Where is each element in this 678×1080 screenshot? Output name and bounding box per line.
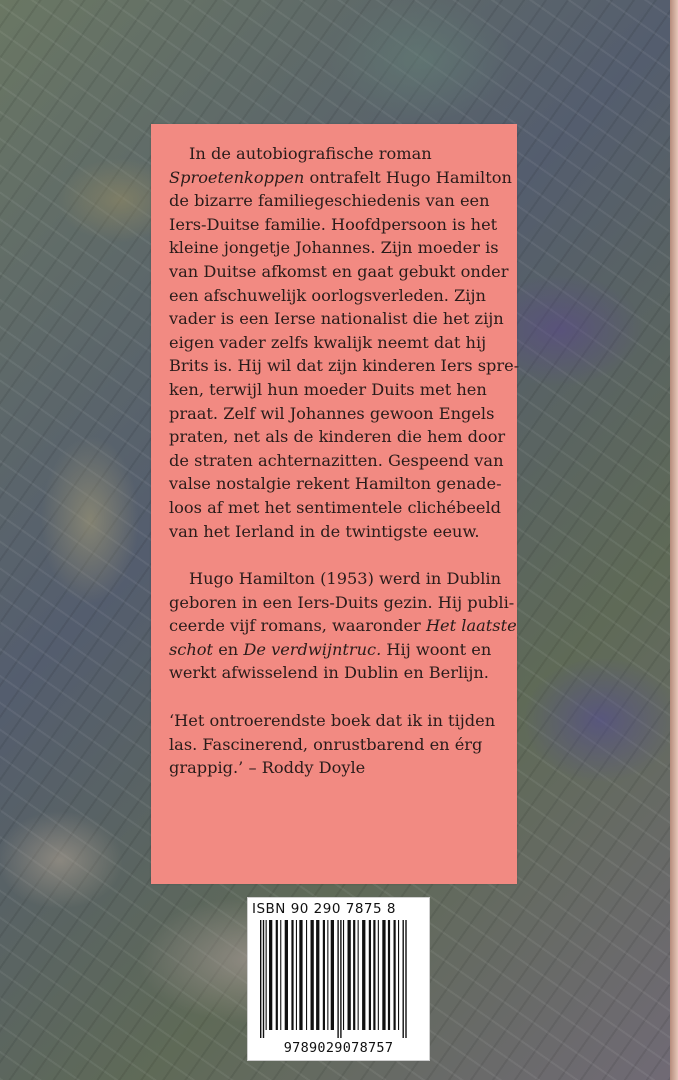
barcode-bar	[299, 920, 302, 1030]
paragraph1-line	[169, 189, 505, 213]
barcode-label	[247, 897, 430, 1061]
text-run: loos af met het sentimentele clichébeeld	[169, 497, 502, 517]
paragraph1-line	[169, 307, 505, 331]
paragraph1-line	[169, 402, 505, 426]
quote-line	[169, 733, 505, 757]
barcode-bar	[362, 920, 365, 1030]
paragraph1-line	[169, 142, 505, 166]
synopsis-paragraph	[169, 142, 520, 543]
quote-line	[169, 756, 505, 780]
barcode-bar	[296, 920, 297, 1030]
text-run: praten, net als de kinderen die hem door	[169, 427, 506, 447]
barcode-bar	[405, 920, 406, 1038]
barcode-bar	[263, 920, 264, 1038]
paragraph1-line	[169, 284, 505, 308]
text-run: grappig.’ – Roddy Doyle	[169, 758, 366, 778]
paragraph2-line	[169, 567, 505, 591]
text-run: In de autobiografische roman	[189, 144, 432, 163]
barcode-bar	[343, 920, 344, 1030]
italic-title: Het laatste	[425, 616, 517, 636]
text-run: Iers-Duitse familie. Hoofdpersoon is het	[169, 214, 498, 234]
paragraph1-line	[169, 236, 505, 260]
text-run: kleine jongetje Johannes. Zijn moeder is	[169, 238, 499, 258]
text-run: ontrafelt Hugo Hamilton	[304, 167, 512, 187]
paragraph2-line	[169, 661, 505, 685]
text-run: ‘Het ontroerendste boek dat ik in tijden	[169, 711, 496, 731]
text-run: praat. Zelf wil Johannes gewoon Engels	[169, 403, 495, 423]
barcode-bar	[353, 920, 355, 1030]
barcode-bar	[323, 920, 325, 1030]
barcode-bar	[331, 920, 334, 1030]
barcode-bar	[276, 920, 278, 1030]
book-edge	[670, 0, 678, 1080]
paragraph1-line	[169, 213, 505, 237]
text-run: ken, terwijl hun moeder Duits met hen	[169, 379, 487, 399]
quote-line	[169, 709, 505, 733]
paragraph1-line	[169, 260, 509, 284]
text-run: werkt afwisselend in Dublin en Berlijn.	[169, 663, 489, 683]
text-run: een afschuwelijk oorlogsverleden. Zijn	[169, 285, 486, 305]
italic-title: schot	[169, 639, 214, 659]
text-run: valse nostalgie rekent Hamilton genade-	[169, 474, 502, 494]
text-run: de bizarre familiegeschiedenis van een	[169, 191, 490, 211]
barcode-graphic	[256, 920, 421, 1038]
barcode-bar	[358, 920, 359, 1030]
ean-number: 9789029078757	[283, 1040, 394, 1056]
paragraph1-line	[169, 449, 505, 473]
barcode-bar	[369, 920, 371, 1030]
italic-title: Sproetenkoppen	[169, 167, 305, 187]
barcode-bar	[260, 920, 261, 1038]
text-run: Hugo Hamilton (1953) werd in Dublin	[189, 569, 502, 589]
barcode-bar	[348, 920, 351, 1030]
barcode-bar	[285, 920, 288, 1030]
barcode-bar	[337, 920, 338, 1038]
text-run: van Duitse afkomst en gaat gebukt onder	[169, 261, 509, 281]
text-run: las. Fascinerend, onrustbarend en érg	[169, 734, 483, 754]
barcode-bar	[291, 920, 293, 1030]
paragraph2-line	[169, 638, 505, 662]
paragraph2-line	[169, 614, 517, 638]
text-run: Hij woont en	[381, 639, 492, 659]
barcode-bar	[316, 920, 319, 1030]
barcode-bar	[373, 920, 375, 1030]
italic-title: De verdwijntruc.	[243, 639, 382, 659]
text-run: Brits is. Hij wil dat zijn kinderen Iers spre-	[169, 356, 520, 376]
paragraph1-line	[169, 166, 512, 190]
paragraph1-line	[169, 520, 505, 544]
text-run: geboren in een Iers-Duits gezin. Hij publi-	[169, 592, 515, 612]
paragraph1-line	[169, 496, 505, 520]
barcode-bar	[378, 920, 379, 1030]
blurb-text	[169, 142, 520, 804]
paragraph1-line	[169, 425, 505, 449]
barcode-bar	[340, 920, 341, 1038]
barcode-bar	[382, 920, 385, 1030]
barcode-bar	[311, 920, 314, 1030]
paragraph1-line	[169, 378, 505, 402]
text-run: van het Ierland in de twintigste eeuw.	[169, 521, 480, 541]
text-run: vader is een Ierse nationalist die het zijn	[169, 309, 504, 329]
paragraph1-line	[169, 354, 520, 378]
author-bio-paragraph	[169, 567, 517, 685]
text-run: eigen vader zelfs kwalijk neemt dat hij	[169, 332, 487, 352]
barcode-bar	[269, 920, 272, 1030]
barcode-bar	[327, 920, 328, 1030]
review-quote	[169, 709, 505, 780]
text-run: en	[213, 639, 244, 659]
isbn-text: ISBN 90 290 7875 8	[252, 901, 396, 917]
blurb-panel	[151, 124, 520, 884]
barcode-bar	[280, 920, 281, 1030]
barcode-bar	[266, 920, 267, 1030]
paragraph2-line	[169, 591, 515, 615]
text-run: ceerde vijf romans, waaronder	[169, 616, 426, 636]
barcode-bar	[306, 920, 307, 1030]
barcode-bar	[388, 920, 390, 1030]
paragraph1-line	[169, 472, 505, 496]
barcode-bar	[394, 920, 396, 1030]
paragraph1-line	[169, 331, 505, 355]
barcode-bar	[398, 920, 399, 1030]
barcode-bar	[403, 920, 404, 1038]
text-run: de straten achternazitten. Gespeend van	[169, 450, 504, 470]
